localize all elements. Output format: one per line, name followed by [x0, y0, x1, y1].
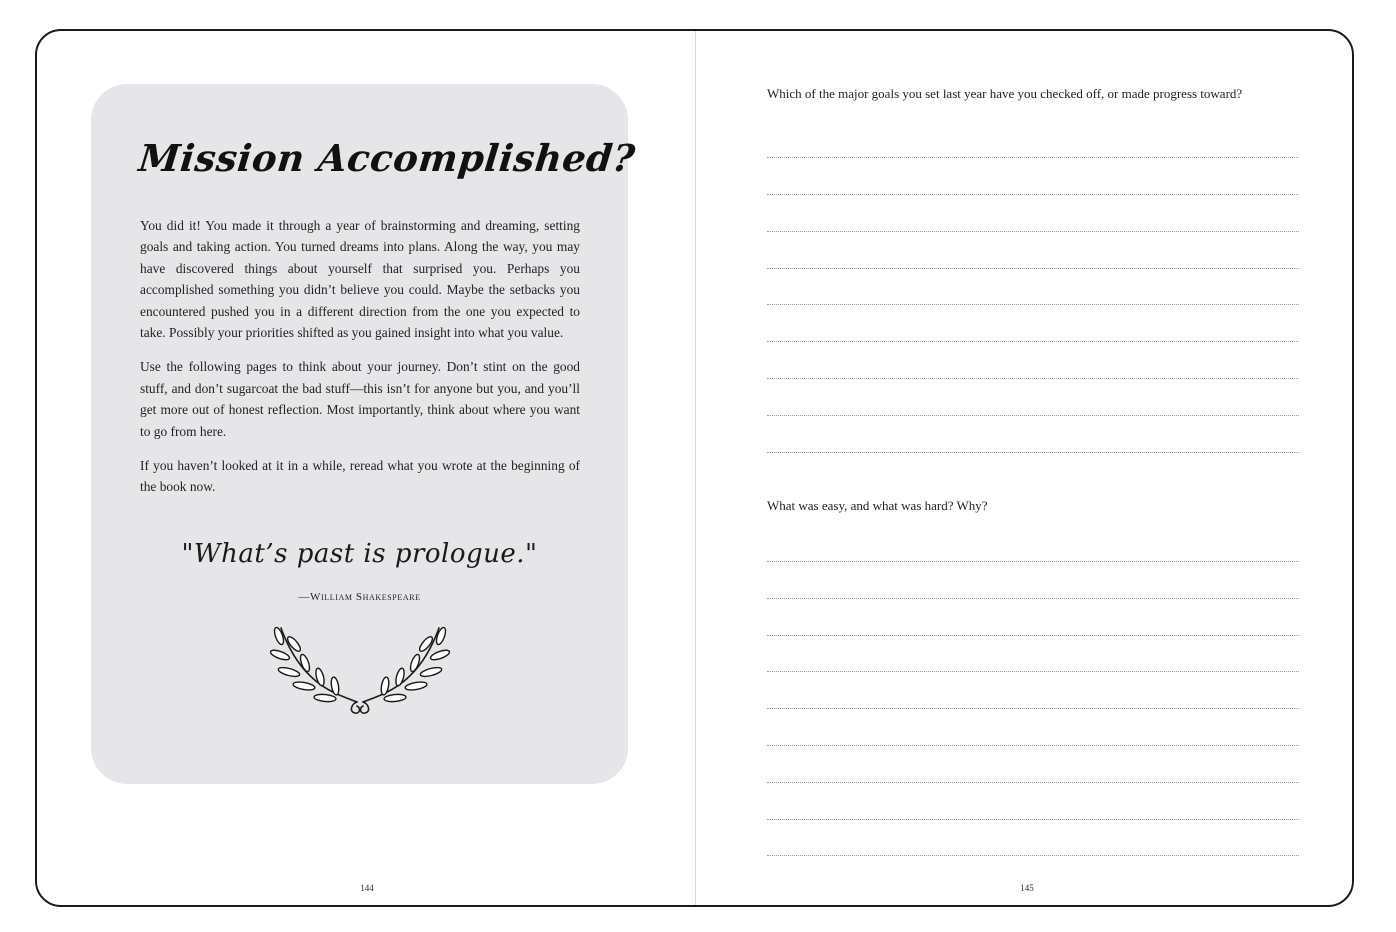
- writing-line[interactable]: [767, 598, 1299, 599]
- writing-line[interactable]: [767, 415, 1299, 416]
- writing-line[interactable]: [767, 378, 1299, 379]
- page-title: Mission Accomplished?: [136, 136, 638, 180]
- quote: "What’s past is prologue.": [181, 539, 538, 569]
- question-1: Which of the major goals you set last year have you checked off, or made progress toward?: [767, 86, 1243, 101]
- paragraph-3: If you haven’t looked at it in a while, reread what you wrote at the beginning of the book now.: [140, 458, 580, 495]
- book-spread: [35, 29, 1354, 907]
- writing-line[interactable]: [767, 268, 1299, 269]
- intro-panel: [91, 84, 638, 784]
- paragraph-1: You did it! You made it through a year of brainstorming and dreaming, setting goals and taking action. You turned dreams into plans. Along the way, you may have discovered things about yourself that surprised you. Perhaps you accomplished something you didn’t believe you could. Maybe the setbacks you encountered pushed you in a different direction from the one you expected to take. Possibly your priorities shifted as you gained insight into what you value.: [140, 218, 580, 341]
- writing-line[interactable]: [767, 157, 1299, 158]
- quote-attribution: —William Shakespeare: [298, 591, 421, 603]
- writing-line[interactable]: [767, 745, 1299, 746]
- writing-line[interactable]: [767, 855, 1299, 856]
- writing-line[interactable]: [767, 231, 1299, 232]
- writing-line[interactable]: [767, 561, 1299, 562]
- writing-line[interactable]: [767, 304, 1299, 305]
- page-number-right: 145: [1020, 883, 1034, 893]
- writing-line[interactable]: [767, 782, 1299, 783]
- intro-text: [140, 215, 580, 511]
- paragraph-2: Use the following pages to think about your journey. Don’t stint on the good stuff, and don’t sugarcoat the bad stuff—this isn’t for anyone but you, and you’ll get more out of honest reflection. Most importantly, think about where you want to go from here.: [140, 359, 580, 439]
- laurel-icon: [267, 624, 453, 716]
- writing-line[interactable]: [767, 819, 1299, 820]
- writing-line[interactable]: [767, 341, 1299, 342]
- page-number-left: 144: [360, 883, 374, 893]
- writing-line[interactable]: [767, 452, 1299, 453]
- page-gutter: [695, 31, 696, 905]
- question-2: What was easy, and what was hard? Why?: [767, 498, 988, 513]
- writing-line[interactable]: [767, 708, 1299, 709]
- writing-line[interactable]: [767, 671, 1299, 672]
- writing-line[interactable]: [767, 635, 1299, 636]
- writing-line[interactable]: [767, 194, 1299, 195]
